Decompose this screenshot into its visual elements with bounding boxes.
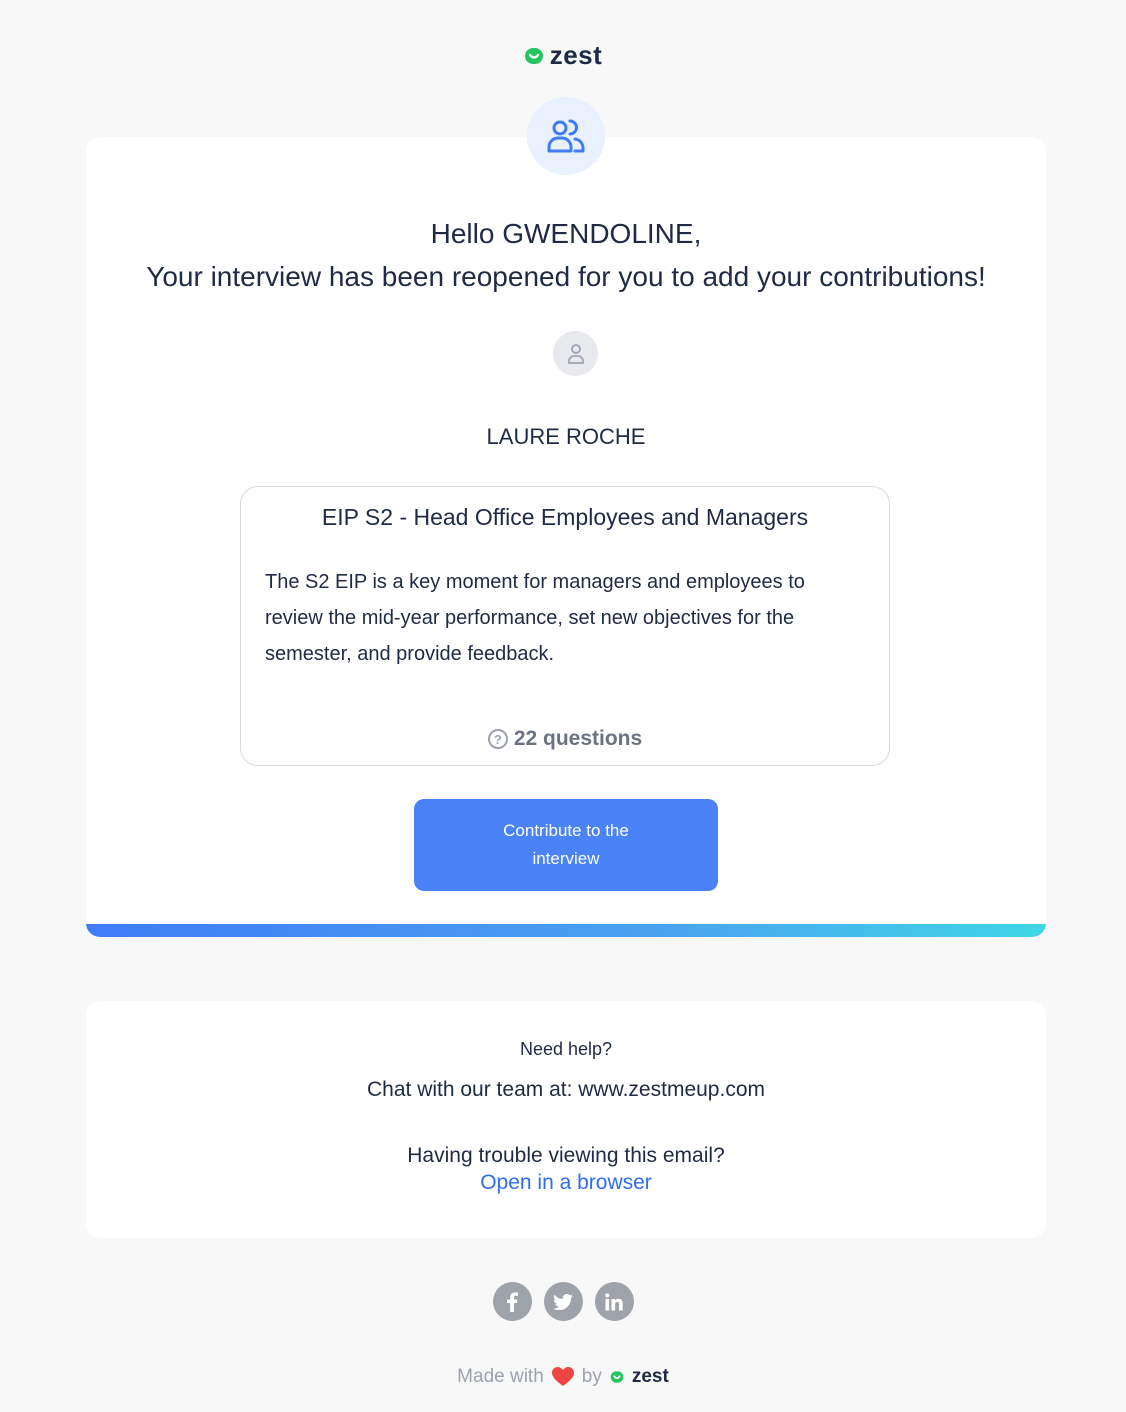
help-title: Need help? [519, 1039, 613, 1059]
participant-name: LAURE ROCHE [486, 424, 646, 449]
zest-logo-small-icon [610, 1370, 624, 1384]
greeting-line2: Your interview has been reopened for you to add your contributions! [146, 261, 986, 292]
linkedin-icon[interactable] [595, 1282, 634, 1321]
interview-title: EIP S2 - Head Office Employees and Managers [321, 504, 809, 530]
twitter-icon[interactable] [544, 1282, 583, 1321]
by-text: by [581, 1366, 602, 1387]
users-icon [545, 115, 587, 157]
question-icon: ? [488, 729, 508, 749]
footer-brand: zest [631, 1366, 669, 1387]
open-in-browser-link[interactable]: Open in a browser [480, 1171, 652, 1194]
person-icon [567, 343, 585, 365]
interview-card [240, 486, 890, 766]
heart-icon [552, 1367, 574, 1387]
zest-logo [0, 40, 1126, 71]
made-with-text: Made with [457, 1366, 544, 1387]
questions-count [241, 727, 889, 751]
contribute-button[interactable] [414, 799, 718, 891]
questions-label: 22 questions [513, 727, 643, 750]
contribute-button-label: Contribute to the interview [503, 821, 629, 868]
greeting [86, 212, 1046, 298]
brand-name: zest [549, 40, 603, 70]
avatar [553, 331, 598, 376]
made-with-footer [0, 1366, 1126, 1388]
facebook-icon[interactable] [493, 1282, 532, 1321]
interview-description: The S2 EIP is a key moment for managers and employees to review the mid-year performance, set new objectives for the semester, and provide feedback. [265, 571, 805, 665]
card-gradient-bar [86, 924, 1046, 937]
greeting-line1: Hello GWENDOLINE, [430, 218, 702, 249]
trouble-viewing-text: Having trouble viewing this email? [407, 1144, 725, 1167]
users-icon-badge [527, 97, 605, 175]
social-links [0, 1282, 1126, 1321]
help-chat-text: Chat with our team at: www.zestmeup.com [367, 1078, 765, 1101]
help-card [86, 1001, 1046, 1238]
zest-logo-icon [524, 46, 544, 66]
